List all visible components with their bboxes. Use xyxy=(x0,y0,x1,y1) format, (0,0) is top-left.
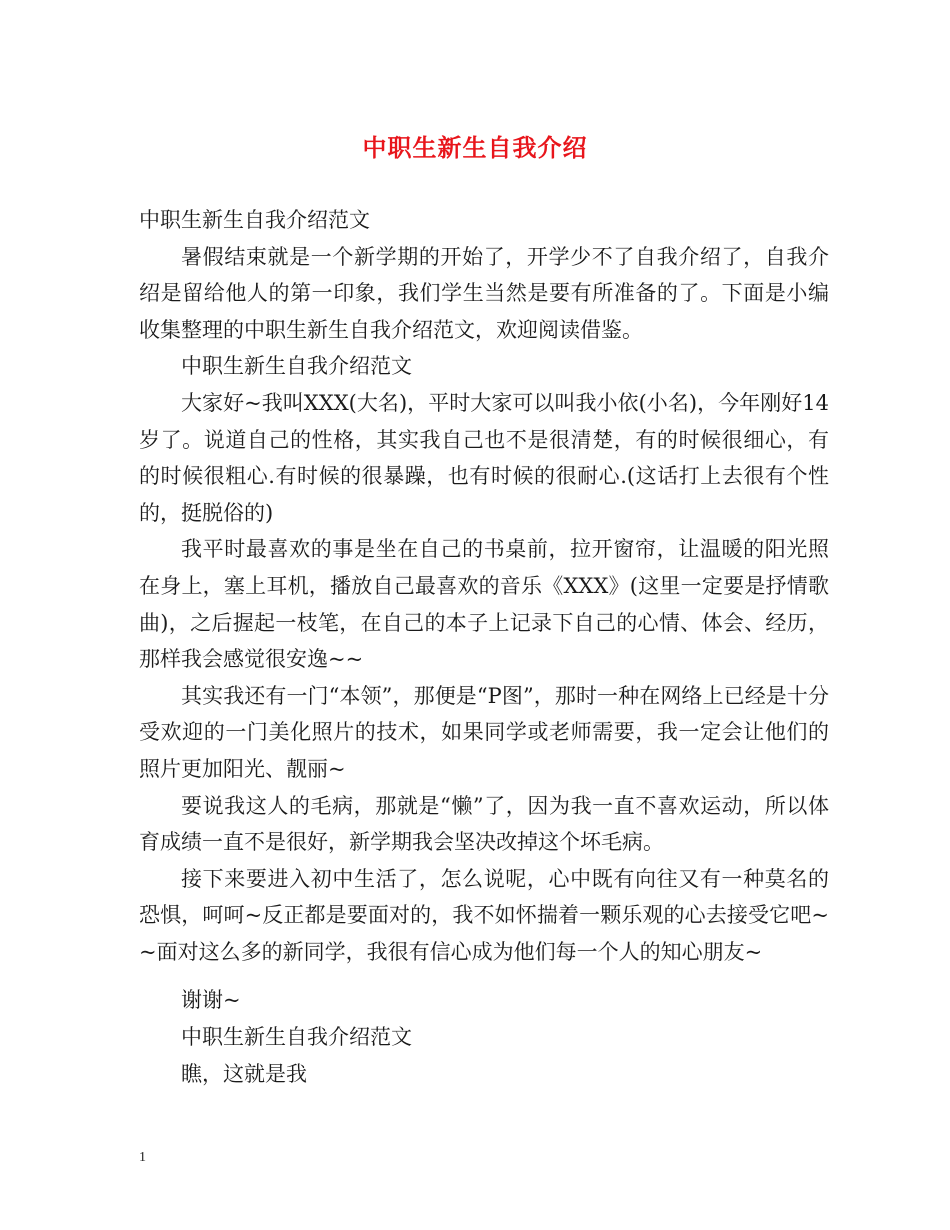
paragraph-weakness: 要说我这人的毛病，那就是“懒”了，因为我一直不喜欢运动，所以体育成绩一直不是很好，新学期我会坚决改掉这个坏毛病。 xyxy=(139,793,829,855)
document-body xyxy=(139,202,829,1092)
paragraph-future: 接下来要进入初中生活了，怎么说呢，心中既有向往又有一种莫名的恐惧，呵呵~反正都是要面对的，我不如怀揣着一颗乐观的心去接受它吧~~面对这么多的新同学，我很有信心成为他们每一个人的知心朋友~ xyxy=(139,866,829,964)
paragraph-skill: 其实我还有一门“本领”，那便是“P图”，那时一种在网络上已经是十分受欢迎的一门美化照片的技术，如果同学或老师需要，我一定会让他们的照片更加阳光、靓丽~ xyxy=(139,683,829,781)
paragraph-intro: 暑假结束就是一个新学期的开始了，开学少不了自我介绍了，自我介绍是留给他人的第一印象，我们学生当然是要有所准备的了。下面是小编收集整理的中职生新生自我介绍范文，欢迎阅读借鉴。 xyxy=(139,244,829,342)
paragraph-greeting: 大家好~我叫XXX(大名)，平时大家可以叫我小依(小名)，今年刚好14岁了。说道自己的性格，其实我自己也不是很清楚，有的时候很细心，有的时候很粗心.有时候的很暴躁，也有时候的很耐心.(这话打上去很有个性的，挺脱俗的) xyxy=(139,390,829,525)
document-subtitle: 中职生新生自我介绍范文 xyxy=(139,208,370,232)
paragraph-heading-2: 中职生新生自我介绍范文 xyxy=(181,1025,412,1050)
page-number: 1 xyxy=(139,1150,146,1165)
paragraph-thanks: 谢谢~ xyxy=(181,988,241,1013)
paragraph-heading: 中职生新生自我介绍范文 xyxy=(181,354,412,379)
document-title: 中职生新生自我介绍 xyxy=(362,134,588,162)
paragraph-hobby: 我平时最喜欢的事是坐在自己的书桌前，拉开窗帘，让温暖的阳光照在身上，塞上耳机，播放自己最喜欢的音乐《XXX》(这里一定要是抒情歌曲)，之后握起一枝笔，在自己的本子上记录下自己的心情、体会、经历，那样我会感觉很安逸~~ xyxy=(139,537,829,672)
paragraph-closing: 瞧，这就是我 xyxy=(181,1061,307,1086)
